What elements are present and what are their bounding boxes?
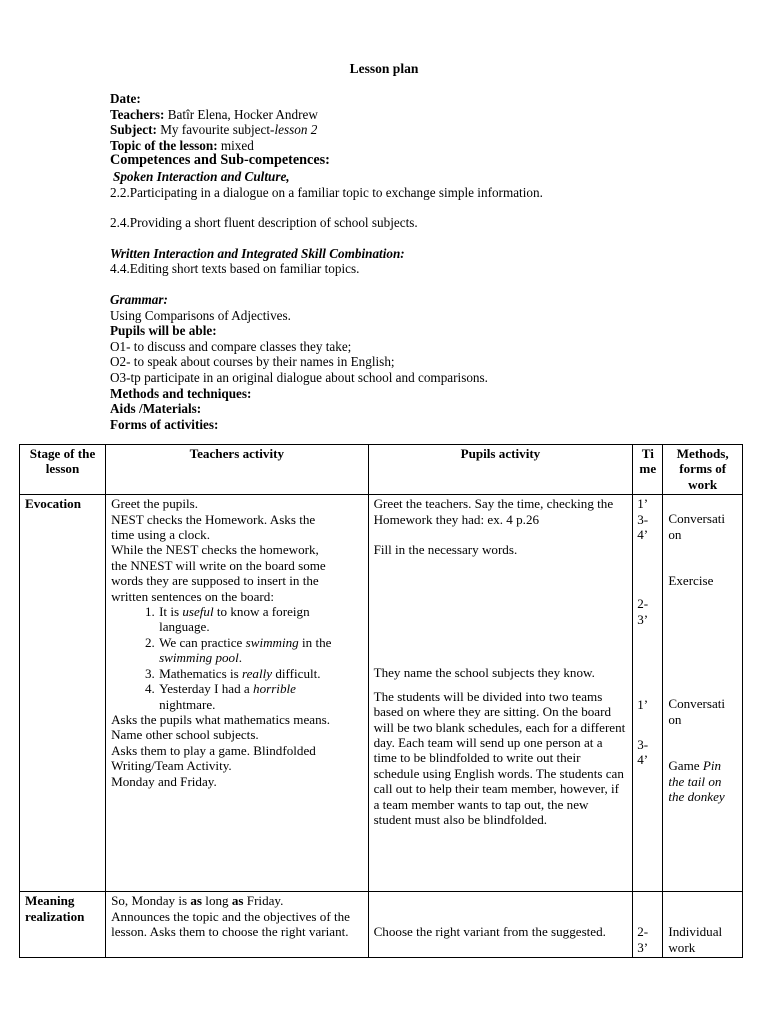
topic-label: Topic of the lesson:: [110, 137, 218, 153]
spoken-heading: Spoken Interaction and Culture,: [113, 168, 290, 184]
sentence-3: 3. Mathematics is really difficult.: [158, 666, 363, 681]
teachers-label: Teachers:: [110, 106, 165, 122]
evocation-methods: [663, 495, 743, 892]
stage-meaning: Meaning realization: [20, 892, 106, 958]
header-teachers-activity: Teachers activity: [106, 445, 369, 495]
pupils-able-heading: Pupils will be able:: [110, 323, 217, 339]
method-conversation-2: Conversati on: [668, 696, 726, 727]
objective-3: O3-tp participate in an original dialogue about school and comparisons.: [110, 369, 488, 385]
meaning-methods: [663, 892, 743, 958]
teachers-value: Batîr Elena, Hocker Andrew: [164, 106, 318, 122]
topic-line: [110, 138, 730, 154]
time-4: 1’: [637, 697, 649, 713]
pupils-name-subjects: They name the school subjects they know.: [373, 665, 595, 681]
subject-label: Subject:: [110, 122, 157, 138]
evocation-time: [633, 495, 663, 892]
time-5a: 3-: [637, 736, 649, 752]
methods-heading: Methods and techniques:: [110, 385, 252, 401]
grammar-value: Using Comparisons of Adjectives.: [110, 307, 291, 323]
sentence-1: 1. It is useful to know a foreign language.: [158, 604, 363, 635]
lesson-header: [110, 91, 730, 432]
sentence-4: 4. Yesterday I had a horrible nightmare.: [158, 681, 363, 712]
header-pupils-activity: Pupils activity: [368, 445, 633, 495]
meaning-pupils-activity: [368, 892, 633, 958]
evocation-pupils-activity: [368, 495, 633, 892]
table-header-row: [20, 445, 743, 495]
method-individual-work: Individual work: [668, 924, 723, 955]
table-row-meaning: [20, 892, 743, 958]
teacher-comparison: So, Monday is as long as Friday.: [111, 893, 284, 909]
pupils-greet: Greet the teachers. Say the time, checking the Homework they had: ex. 4 p.26: [373, 496, 614, 527]
sentence-2: 2. We can practice swimming in the swimming pool.: [158, 635, 363, 666]
fill-in-sentences: [111, 604, 363, 712]
objective-2: O2- to speak about courses by their names in English;: [110, 354, 395, 370]
competence-2-2: 2.2.Participating in a dialogue on a familiar topic to exchange simple information.: [110, 184, 543, 200]
meaning-time-value: 2-3’: [637, 924, 649, 955]
time-2: 3-4’: [637, 511, 649, 543]
evocation-teacher-activity: Greet the pupils. NEST checks the Homework. Asks the time using a clock. While the NEST checks the homework, the NNEST will write on the board some words they are supposed to insert in the written sentences on the board: 1. It is useful to know a foreign language. 2. We can practice swimming in the swimming pool. 3. Mathematics is really difficult. 4. Yesterday I had a horrible nightmare. Asks the pupils what mathematics means. Name other school subjects. Asks them to play a game. Blindfolded Writing/Team Activity. Monday and Friday.: [106, 495, 369, 892]
topic-value: mixed: [217, 137, 254, 153]
competence-2-4: 2.4.Providing a short fluent description of school subjects.: [110, 215, 418, 231]
grammar-heading: Grammar:: [110, 291, 168, 307]
pupils-fill-in: Fill in the necessary words.: [373, 542, 518, 558]
time-5b: 4’: [637, 752, 649, 768]
table-row-evocation: [20, 495, 743, 892]
method-exercise: Exercise: [668, 573, 714, 589]
lesson-plan-table: [19, 444, 743, 958]
pupils-choose-variant: Choose the right variant from the suggested.: [373, 924, 606, 940]
header-stage: Stage of the lesson: [20, 445, 106, 495]
document-title: Lesson plan: [349, 61, 419, 76]
header-methods: Methods, forms of work: [663, 445, 743, 495]
time-3: 2-3’: [637, 596, 649, 627]
subject-line: [110, 122, 730, 138]
forms-heading: Forms of activities:: [110, 416, 219, 432]
header-time: Ti me: [633, 445, 663, 495]
meaning-time: [633, 892, 663, 958]
stage-evocation: Evocation: [20, 495, 106, 892]
subject-lesson: lesson 2: [274, 122, 318, 138]
competences-heading: Competences and Sub-competences:: [110, 152, 330, 169]
meaning-teacher-activity: [106, 892, 369, 958]
subject-value: My favourite subject-: [156, 122, 275, 138]
aids-heading: Aids /Materials:: [110, 401, 202, 417]
date-label: Date:: [110, 91, 141, 106]
time-1: 1’: [637, 496, 649, 512]
teachers-line: [110, 107, 730, 123]
objective-1: O1- to discuss and compare classes they take;: [110, 338, 352, 354]
written-heading: Written Interaction and Integrated Skill Combination:: [110, 245, 405, 261]
pupils-team-game: The students will be divided into two teams based on where they are sitting. On the board will be two blank schedules, each for a different day. Each team will send up one person at a time to be blindfolded to write out their schedule using English words. The students can call out to help their team member, however, if a team member wants to tap out, the new student must also be blindfolded.: [373, 688, 626, 828]
method-game: Game Pin the tail on the donkey: [668, 758, 725, 805]
teacher-announce: Announces the topic and the objectives of the lesson. Asks them to choose the right variant.: [111, 908, 350, 940]
competence-4-4: 4.4.Editing short texts based on familiar topics.: [110, 261, 360, 277]
method-conversation-1: Conversati on: [668, 511, 726, 542]
